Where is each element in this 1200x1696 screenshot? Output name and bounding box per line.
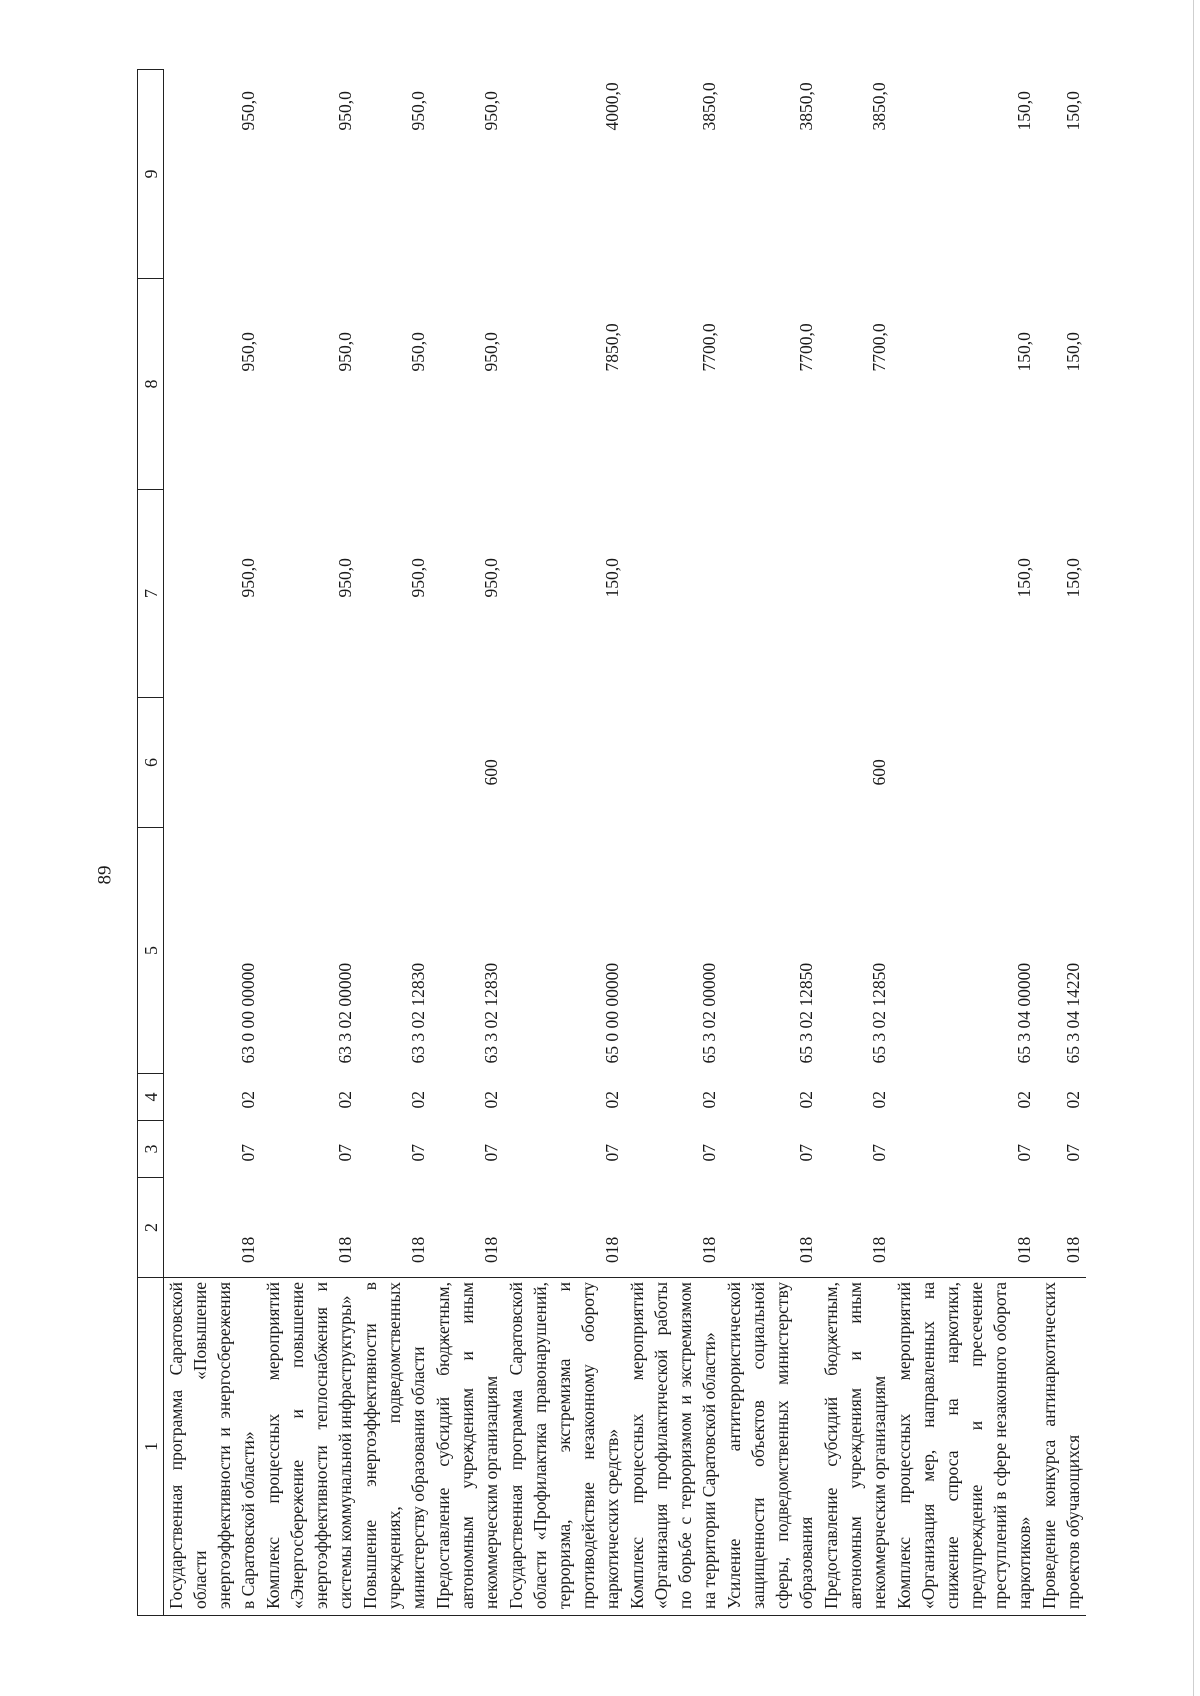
amount-col7: 150,0 xyxy=(1014,558,1034,598)
row-title: Комплекс процессных мероприятий «Организация мер, направленных на снижение спроса на наркотики, предупреждение и пресечение преступлений в сфере незаконного оборота наркотиков» xyxy=(892,1278,1037,1616)
subsection-code: 02 xyxy=(1014,1091,1034,1109)
section-code: 07 xyxy=(1014,1144,1034,1162)
amount-col7: 950,0 xyxy=(335,558,355,598)
table-row xyxy=(164,70,262,1616)
subsection-code: 02 xyxy=(796,1091,816,1109)
amount-col7 xyxy=(625,490,722,698)
target-article-code: 65 3 02 00000 xyxy=(699,962,719,1064)
amount-col7: 150,0 xyxy=(602,558,622,598)
column-header: 8 xyxy=(138,279,164,490)
table-row xyxy=(722,70,819,1616)
amount-col8: 950,0 xyxy=(408,332,428,372)
subsection-code: 02 xyxy=(602,1091,622,1109)
column-header: 6 xyxy=(138,698,164,828)
column-header: 3 xyxy=(138,1121,164,1178)
amount-col7: 950,0 xyxy=(481,558,501,598)
amount-col8: 950,0 xyxy=(481,332,501,372)
amount-col9: 950,0 xyxy=(481,91,501,131)
target-article-code: 63 3 02 12830 xyxy=(481,962,501,1064)
table-row xyxy=(261,70,358,1616)
section-code: 07 xyxy=(408,1144,428,1162)
table-row xyxy=(504,70,625,1616)
amount-col9: 3850,0 xyxy=(869,82,889,131)
amount-col8: 7850,0 xyxy=(602,323,622,372)
subsection-code: 02 xyxy=(238,1091,258,1109)
target-article-code: 63 0 00 00000 xyxy=(238,962,258,1064)
expense-type-code xyxy=(504,698,625,828)
expense-type-code xyxy=(1037,698,1086,828)
amount-col9: 4000,0 xyxy=(602,82,622,131)
expense-type-code: 600 xyxy=(481,759,501,786)
section-code: 07 xyxy=(1063,1144,1083,1162)
subsection-code: 02 xyxy=(1063,1091,1083,1109)
row-title: Государственная программа Саратовской области «Повышение энергоэффективности и энергосбережения в Саратовской области» xyxy=(164,1278,262,1616)
subsection-code: 02 xyxy=(408,1091,428,1109)
amount-col9: 3850,0 xyxy=(796,82,816,131)
target-article-code: 65 3 04 00000 xyxy=(1014,962,1034,1064)
amount-col7: 950,0 xyxy=(238,558,258,598)
ministry-code: 018 xyxy=(408,1236,428,1263)
amount-col8: 950,0 xyxy=(335,332,355,372)
amount-col8: 7700,0 xyxy=(796,323,816,372)
row-title: Усиление антитеррористической защищенности объектов социальной сферы, подведомственных министерству образования xyxy=(722,1278,819,1616)
ministry-code: 018 xyxy=(481,1236,501,1263)
section-code: 07 xyxy=(481,1144,501,1162)
subsection-code: 02 xyxy=(699,1091,719,1109)
amount-col7 xyxy=(819,490,892,698)
row-title: Государственная программа Саратовской области «Профилактика правонарушений, терроризма, экстремизма и противодействие незаконному обороту наркотических средств» xyxy=(504,1278,625,1616)
row-title: Предоставление субсидий бюджетным, автономным учреждениям и иным некоммерческим организациям xyxy=(819,1278,892,1616)
ministry-code: 018 xyxy=(602,1236,622,1263)
budget-table xyxy=(137,69,1086,1616)
amount-col7: 150,0 xyxy=(1063,558,1083,598)
ministry-code: 018 xyxy=(699,1236,719,1263)
expense-type-code xyxy=(261,698,358,828)
target-article-code: 63 3 02 12830 xyxy=(408,962,428,1064)
column-header: 7 xyxy=(138,490,164,698)
subsection-code: 02 xyxy=(869,1091,889,1109)
amount-col7: 950,0 xyxy=(408,558,428,598)
target-article-code: 63 3 02 00000 xyxy=(335,962,355,1064)
ministry-code: 018 xyxy=(869,1236,889,1263)
ministry-code: 018 xyxy=(1063,1236,1083,1263)
amount-col8: 7700,0 xyxy=(869,323,889,372)
page-number: 89 xyxy=(94,865,116,885)
amount-col7 xyxy=(722,490,819,698)
row-title: Комплекс процессных мероприятий «Энергосбережение и повышение энергоэффективности теплоснабжения и системы коммунальной инфраструктуры» xyxy=(261,1278,358,1616)
expense-type-code: 600 xyxy=(869,759,889,786)
section-code: 07 xyxy=(796,1144,816,1162)
column-header: 4 xyxy=(138,1074,164,1121)
ministry-code: 018 xyxy=(1014,1236,1034,1263)
section-code: 07 xyxy=(602,1144,622,1162)
amount-col9: 150,0 xyxy=(1063,91,1083,131)
row-title: Комплекс процессных мероприятий «Организация профилактической работы по борьбе с терроризмом и экстремизмом на территории Саратовской области» xyxy=(625,1278,722,1616)
target-article-code: 65 3 02 12850 xyxy=(869,962,889,1064)
scan-edge xyxy=(1193,0,1194,1696)
target-article-code: 65 0 00 00000 xyxy=(602,962,622,1064)
row-title: Предоставление субсидий бюджетным, автономным учреждениям и иным некоммерческим организациям xyxy=(431,1278,504,1616)
table-row xyxy=(1037,70,1086,1616)
table-row xyxy=(431,70,504,1616)
row-title: Проведение конкурса антинаркотических проектов обучающихся xyxy=(1037,1278,1086,1616)
amount-col8: 7700,0 xyxy=(699,323,719,372)
section-code: 07 xyxy=(238,1144,258,1162)
target-article-code: 65 3 02 12850 xyxy=(796,962,816,1064)
amount-col9: 150,0 xyxy=(1014,91,1034,131)
expense-type-code xyxy=(722,698,819,828)
amount-col8: 150,0 xyxy=(1014,332,1034,372)
ministry-code: 018 xyxy=(335,1236,355,1263)
column-header: 5 xyxy=(138,828,164,1074)
amount-col9: 950,0 xyxy=(408,91,428,131)
expense-type-code xyxy=(892,698,1037,828)
rotated-table-sheet xyxy=(137,70,1159,1616)
ministry-code: 018 xyxy=(238,1236,258,1263)
subsection-code: 02 xyxy=(335,1091,355,1109)
subsection-code: 02 xyxy=(481,1091,501,1109)
section-code: 07 xyxy=(699,1144,719,1162)
column-number-row xyxy=(138,70,164,1616)
column-header: 1 xyxy=(138,1278,164,1616)
amount-col9: 950,0 xyxy=(335,91,355,131)
target-article-code: 65 3 04 14220 xyxy=(1063,962,1083,1064)
table-row xyxy=(625,70,722,1616)
column-header: 2 xyxy=(138,1178,164,1278)
section-code: 07 xyxy=(335,1144,355,1162)
table-row xyxy=(819,70,892,1616)
amount-col9: 950,0 xyxy=(238,91,258,131)
section-code: 07 xyxy=(869,1144,889,1162)
amount-col8: 150,0 xyxy=(1063,332,1083,372)
amount-col9: 3850,0 xyxy=(699,82,719,131)
expense-type-code xyxy=(358,698,431,828)
row-title: Повышение энергоэффективности в учреждениях, подведомственных министерству образования области xyxy=(358,1278,431,1616)
table-row xyxy=(358,70,431,1616)
amount-col8: 950,0 xyxy=(238,332,258,372)
expense-type-code xyxy=(625,698,722,828)
table-row xyxy=(892,70,1037,1616)
column-header: 9 xyxy=(138,70,164,279)
ministry-code: 018 xyxy=(796,1236,816,1263)
expense-type-code xyxy=(164,698,262,828)
